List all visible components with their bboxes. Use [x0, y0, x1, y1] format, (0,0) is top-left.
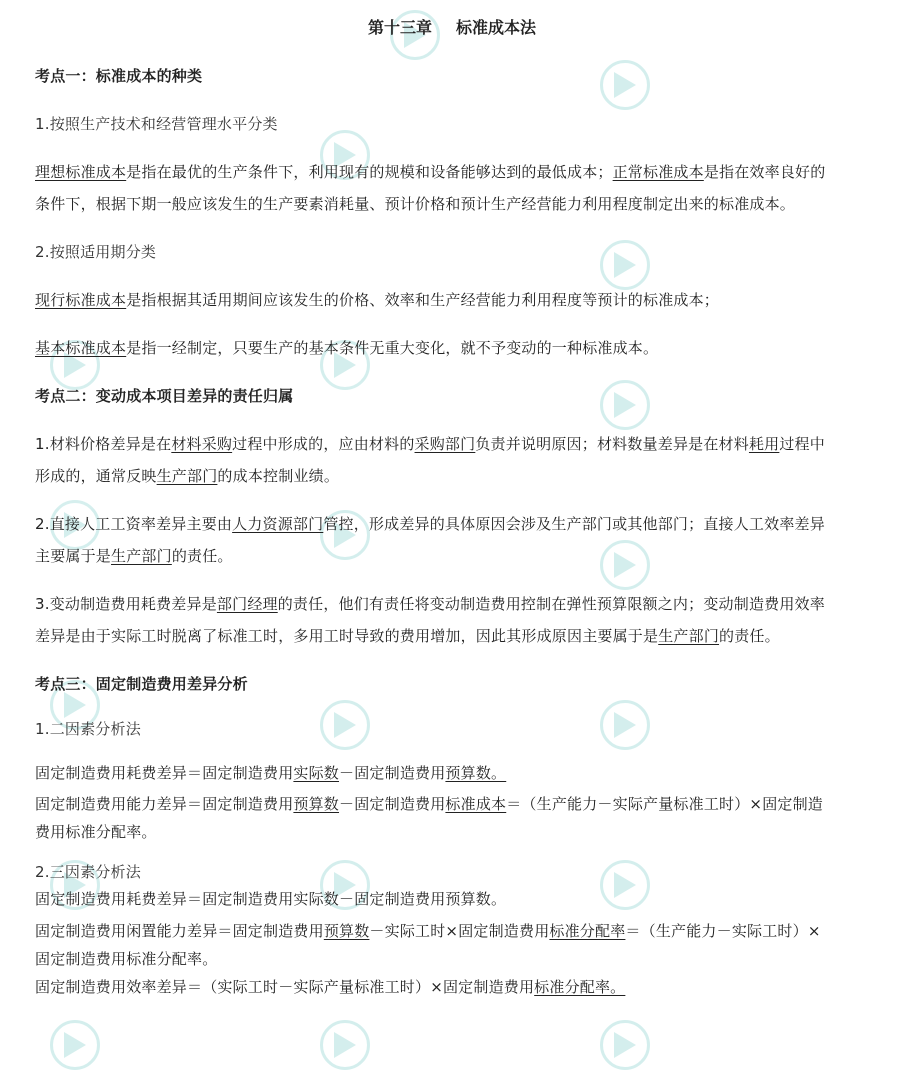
term: 材料采购: [171, 435, 233, 453]
formula-spending-variance-3: 固定制造费用耗费差异＝固定制造费用实际数－固定制造费用预算数。: [35, 890, 507, 908]
term: 耗用: [748, 435, 780, 453]
item-overhead-variance-line2: [35, 620, 875, 652]
subheading-1-2: 2.按照适用期分类: [35, 243, 157, 261]
item-overhead-variance: [35, 588, 875, 620]
paragraph-current-standard-cost: [35, 284, 875, 316]
watermark-circle: [320, 1020, 370, 1070]
item-labor-variance: [35, 508, 875, 540]
text: 是指在效率良好的: [703, 163, 826, 181]
text: 1.材料价格差异是在: [35, 435, 172, 453]
term: 标准分配率: [549, 922, 626, 940]
term-current-standard-cost: 现行标准成本: [35, 291, 127, 309]
text: 的责任。: [719, 627, 780, 645]
text: 过程中形成的，应由材料的: [232, 435, 415, 453]
text: 2.直接人工工资率差异主要由: [35, 515, 233, 533]
text: 是指根据其适用期间应该发生的价格、效率和生产经营能力利用程度等预计的标准成本；: [126, 291, 720, 309]
item-material-variance: [35, 428, 875, 460]
text: 固定制造费用能力差异＝固定制造费用: [35, 795, 294, 813]
term: 标准成本: [445, 795, 507, 813]
watermark-triangle: [334, 1032, 356, 1058]
watermark-triangle: [64, 1032, 86, 1058]
formula-spending-variance: [35, 757, 875, 789]
text: －实际工时×固定制造费用: [369, 922, 550, 940]
text: 是指一经制定，只要生产的基本条件无重大变化，就不予变动的一种标准成本。: [126, 339, 659, 357]
text: －固定制造费用: [339, 764, 446, 782]
watermark-circle: [50, 1020, 100, 1070]
term: 生产部门: [156, 467, 218, 485]
text: 差异是由于实际工时脱离了标准工时，多用工时导致的费用增加，因此其形成原因主要属于是: [35, 627, 659, 645]
term: 生产部门: [658, 627, 720, 645]
text: 的责任。: [171, 547, 233, 565]
term-basic-standard-cost: 基本标准成本: [35, 339, 127, 357]
text: 管控，形成差异的具体原因会涉及生产部门或其他部门；直接人工效率差异: [323, 515, 825, 533]
formula-idle-capacity-variance-line2: 固定制造费用标准分配率。: [35, 950, 218, 968]
chapter-number: 第十三章: [367, 18, 432, 37]
text: 固定制造费用耗费差异＝固定制造费用: [35, 764, 294, 782]
text: 过程中: [779, 435, 825, 453]
logo-watermark-icon: [310, 1010, 380, 1080]
text: 负责并说明原因；材料数量差异是在材料: [475, 435, 749, 453]
text: 的成本控制业绩。: [217, 467, 340, 485]
subheading-1-1: 1.按照生产技术和经营管理水平分类: [35, 115, 278, 133]
section-heading-3: 考点三：固定制造费用差异分析: [35, 675, 248, 693]
paragraph-basic-standard-cost: [35, 332, 875, 364]
term: 标准分配率。: [534, 978, 626, 996]
logo-watermark-icon: [40, 1010, 110, 1080]
term: 生产部门: [111, 547, 172, 565]
item-material-variance-line2: [35, 460, 875, 492]
page-title: [0, 12, 904, 44]
text: ＝（生产能力－实际产量标准工时）×固定制造: [506, 795, 824, 813]
text: 固定制造费用效率差异＝（实际工时－实际产量标准工时）×固定制造费用: [35, 978, 535, 996]
text: ＝（生产能力－实际工时）×: [625, 922, 821, 940]
paragraph-line: 条件下，根据下期一般应该发生的生产要素消耗量、预计价格和预计生产经营能力利用程度制定出来的标准成本。: [35, 195, 796, 213]
item-labor-variance-line2: [35, 540, 875, 572]
text: 形成的，通常反映: [35, 467, 157, 485]
term: 采购部门: [414, 435, 476, 453]
text: －固定制造费用: [339, 795, 446, 813]
text: 3.变动制造费用耗费差异是: [35, 595, 217, 613]
paragraph-ideal-standard-cost: [35, 156, 875, 188]
term-ideal-standard-cost: 理想标准成本: [35, 163, 127, 181]
text: 是指在最优的生产条件下，利用现有的规模和设备能够达到的最低成本；: [126, 163, 613, 181]
term: 部门经理: [216, 595, 278, 613]
subheading-3-2: 2.三因素分析法: [35, 863, 141, 881]
watermark-triangle: [614, 1032, 636, 1058]
term-normal-standard-cost: 正常标准成本: [612, 163, 704, 181]
subheading-3-1: 1.二因素分析法: [35, 720, 141, 738]
term: 实际数: [293, 764, 340, 782]
watermark-circle: [600, 1020, 650, 1070]
logo-watermark-icon: [590, 1010, 660, 1080]
term: 预算数。: [445, 764, 507, 782]
text: 主要属于是: [35, 547, 112, 565]
section-heading-1: 考点一：标准成本的种类: [35, 67, 203, 85]
term: 预算数: [293, 795, 340, 813]
text: 的责任，他们有责任将变动制造费用控制在弹性预算限额之内；变动制造费用效率: [277, 595, 825, 613]
section-heading-2: 考点二：变动成本项目差异的责任归属: [35, 387, 294, 405]
formula-efficiency-variance: [35, 971, 875, 1003]
text: 固定制造费用闲置能力差异＝固定制造费用: [35, 922, 324, 940]
term: 人力资源部门: [232, 515, 324, 533]
formula-capacity-variance-line2: 费用标准分配率。: [35, 823, 157, 841]
chapter-name: 标准成本法: [456, 18, 537, 37]
term: 预算数: [323, 922, 370, 940]
